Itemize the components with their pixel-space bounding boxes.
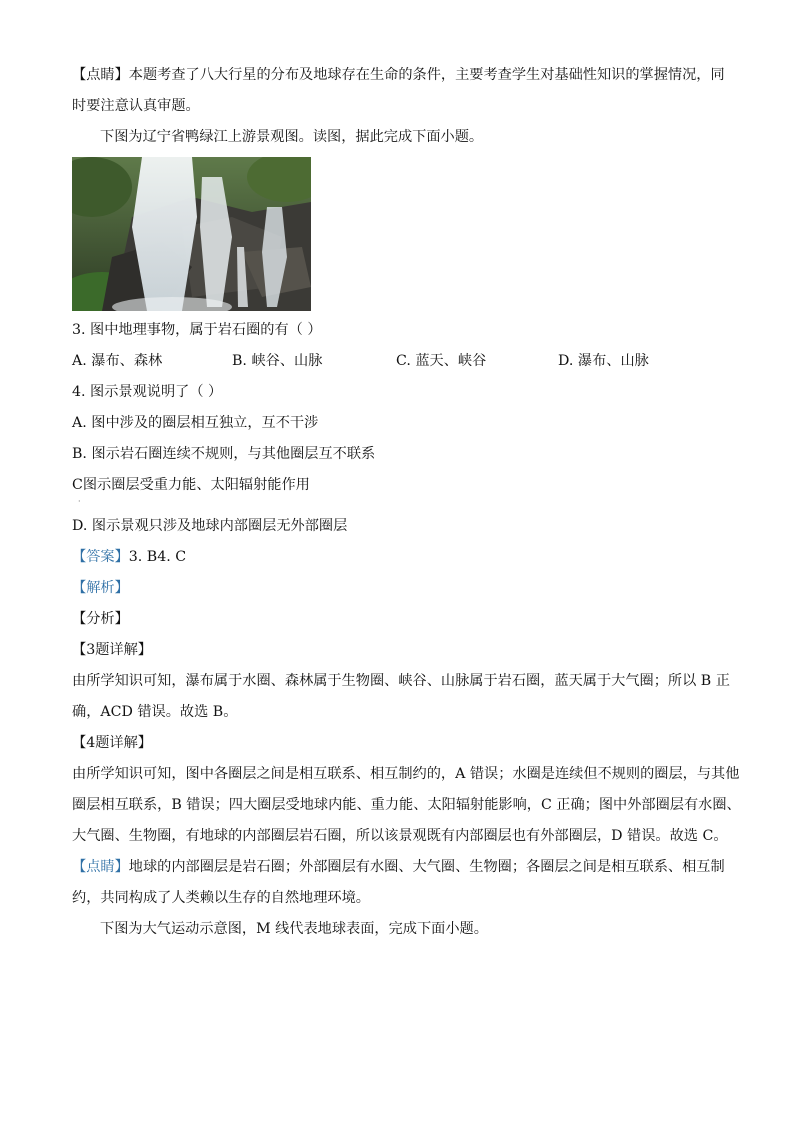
q4-option-d: D. 图示景观只涉及地球内部圈层无外部圈层: [72, 518, 348, 534]
dianjing-text-line1: 本题考查了八大行星的分布及地球存在生命的条件，主要考查学生对基础性知识的掌握情况，同: [128, 67, 725, 83]
detail4-line3: 大气圈、生物圈，有地球的内部圈层岩石圈，所以该景观既有内部圈层也有外部圈层，D 错误。故选 C。: [72, 828, 728, 844]
q4-option-a: A. 图中涉及的圈层相互独立，互不干涉: [72, 415, 319, 431]
analysis-tag: 【解析】: [72, 580, 129, 596]
q4-stem: 4. 图示景观说明了（ ）: [72, 384, 223, 400]
dianjing2-text-line1: 地球的内部圈层是岩石圈；外部圈层有水圈、大气圈、生物圈；各圈层之间是相互联系、相互制: [128, 859, 725, 875]
q3-options: [72, 350, 724, 373]
waterfall-image: [72, 157, 311, 311]
dianjing-text-line2: 时要注意认真审题。: [72, 98, 200, 114]
dianjing-paragraph-1: [72, 64, 724, 87]
dianjing-tag-2: 【点睛】: [72, 859, 129, 875]
fenxi-tag: 【分析】: [72, 611, 129, 627]
answer-tag: 【答案】: [72, 549, 129, 565]
detail3-line1: 由所学知识可知，瀑布属于水圈、森林属于生物圈、峡谷、山脉属于岩石圈，蓝天属于大气圈；所以 B 正: [72, 673, 730, 689]
intro-waterfall: 下图为辽宁省鸭绿江上游景观图。读图，据此完成下面小题。: [100, 129, 484, 145]
q3-stem: 3. 图中地理事物，属于岩石圈的有（ ）: [72, 322, 322, 338]
stray-dot: ·: [78, 497, 81, 506]
q3-option-a: A. 瀑布、森林: [72, 353, 163, 369]
dianjing-tag: 【点睛】: [72, 67, 129, 83]
dianjing2-text-line2: 约，共同构成了人类赖以生存的自然地理环境。: [72, 890, 370, 906]
waterfall-photo: [72, 157, 311, 311]
q3-option-c: C. 蓝天、峡谷: [396, 353, 487, 369]
q4-option-c: C图示圈层受重力能、太阳辐射能作用: [72, 477, 310, 493]
intro-atmosphere: 下图为大气运动示意图，M 线代表地球表面，完成下面小题。: [100, 921, 488, 937]
document-page: [72, 64, 741, 941]
dianjing-paragraph-2: [72, 856, 724, 879]
detail4-line1: 由所学知识可知，图中各圈层之间是相互联系、相互制约的，A 错误；水圈是连续但不规则的圈层，与其他: [72, 766, 740, 782]
detail3-tag: 【3题详解】: [72, 642, 152, 658]
answer-text: 3. B4. C: [128, 549, 187, 565]
q4-option-b: B. 图示岩石圈连续不规则，与其他圈层互不联系: [72, 446, 376, 462]
q3-option-d: D. 瀑布、山脉: [558, 353, 649, 369]
q3-option-b: B. 峡谷、山脉: [232, 353, 323, 369]
answer-line: [72, 546, 724, 569]
detail4-line2: 圈层相互联系，B 错误；四大圈层受地球内能、重力能、太阳辐射能影响，C 正确；图中外部圈层有水圈、: [72, 797, 741, 813]
detail3-line2: 确，ACD 错误。故选 B。: [72, 704, 238, 720]
detail4-tag: 【4题详解】: [72, 735, 152, 751]
